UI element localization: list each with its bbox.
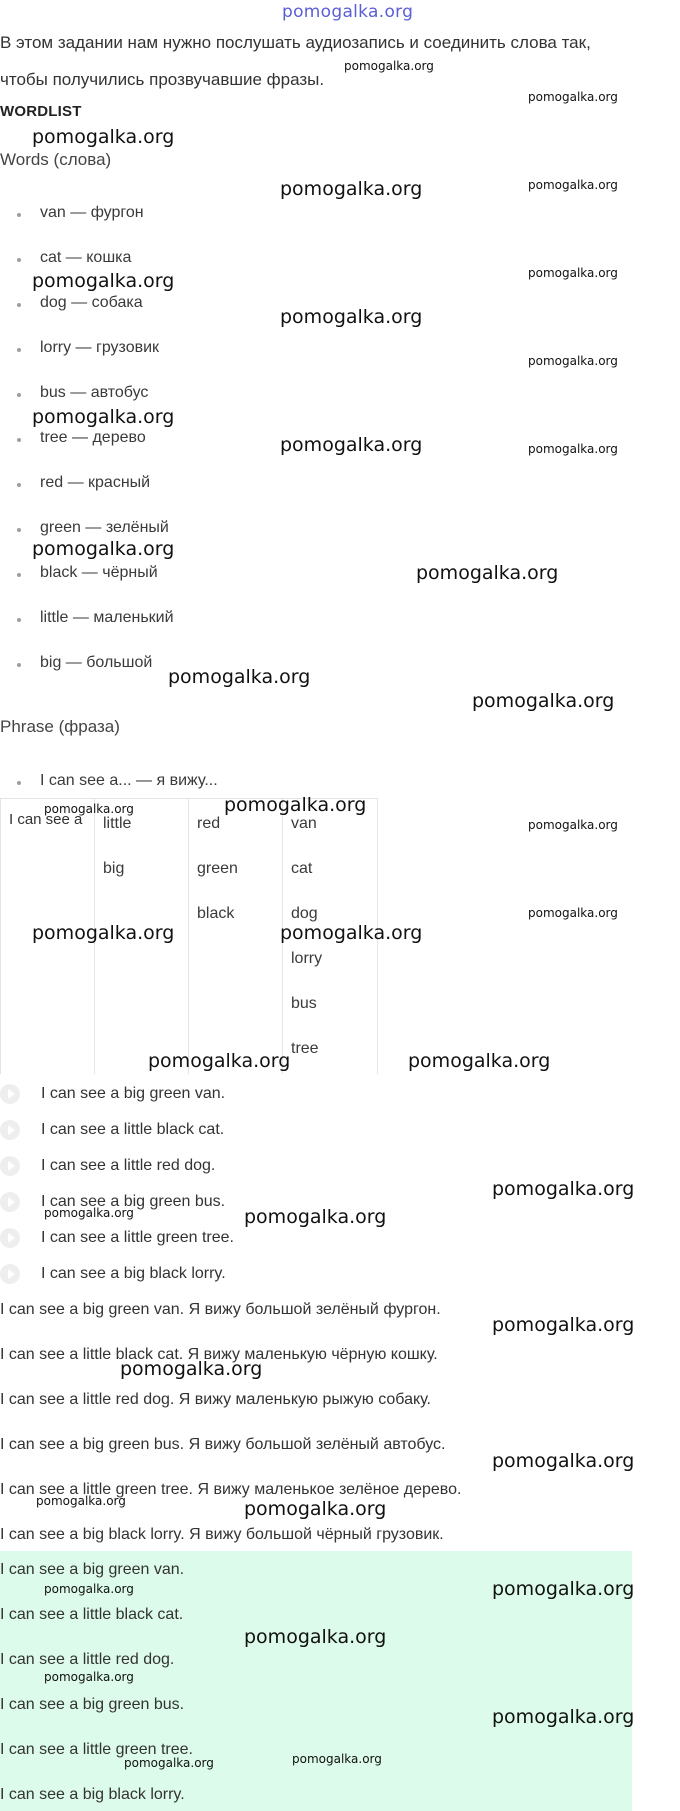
- audio-sentence: I can see a big green bus.: [41, 1193, 226, 1210]
- play-icon[interactable]: [0, 1228, 20, 1248]
- watermark: pomogalka.org: [472, 690, 615, 712]
- bullet-icon: [17, 573, 21, 577]
- translation-line: I can see a big black lorry. Я вижу большой чёрный грузовик.: [0, 1526, 444, 1543]
- watermark: pomogalka.org: [528, 354, 618, 368]
- watermark: pomogalka.org: [492, 1578, 635, 1600]
- translation-line: I can see a little red dog. Я вижу маленькую рыжую собаку.: [0, 1391, 431, 1408]
- table-cell: cat: [291, 860, 313, 877]
- answer-line: I can see a big black lorry.: [0, 1786, 185, 1803]
- watermark: pomogalka.org: [224, 794, 367, 816]
- watermark: pomogalka.org: [44, 1670, 134, 1684]
- list-item: lorry — грузовик: [40, 339, 160, 356]
- list-item: little — маленький: [40, 609, 174, 626]
- table-cell: tree: [291, 1040, 319, 1057]
- table-cell: dog: [291, 905, 318, 922]
- watermark: pomogalka.org: [36, 1494, 126, 1508]
- watermark: pomogalka.org: [32, 922, 175, 944]
- table-cell: green: [197, 860, 238, 877]
- play-icon[interactable]: [0, 1084, 20, 1104]
- watermark: pomogalka.org: [492, 1450, 635, 1472]
- table-cell: red: [197, 815, 221, 832]
- wordlist-heading: WORDLIST: [0, 103, 82, 120]
- list-item: black — чёрный: [40, 564, 158, 581]
- bullet-icon: [17, 781, 21, 785]
- bullet-icon: [17, 663, 21, 667]
- watermark: pomogalka.org: [120, 1358, 263, 1380]
- table-cell: bus: [291, 995, 317, 1012]
- watermark: pomogalka.org: [280, 306, 423, 328]
- phrase-heading: Phrase (фраза): [0, 717, 120, 736]
- list-item: tree — дерево: [40, 429, 146, 446]
- watermark: pomogalka.org: [44, 1582, 134, 1596]
- intro-line-2: чтобы получились прозвучавшие фразы.: [0, 70, 325, 89]
- play-icon[interactable]: [0, 1156, 20, 1176]
- watermark: pomogalka.org: [32, 126, 175, 148]
- watermark: pomogalka.org: [44, 802, 134, 816]
- translation-line: I can see a little black cat. Я вижу маленькую чёрную кошку.: [0, 1346, 438, 1363]
- audio-sentence: I can see a little black cat.: [41, 1121, 225, 1138]
- bullet-icon: [17, 528, 21, 532]
- watermark: pomogalka.org: [528, 906, 618, 920]
- list-item: red — красный: [40, 474, 151, 491]
- audio-sentence: I can see a big black lorry.: [41, 1265, 226, 1282]
- audio-sentence: I can see a little green tree.: [41, 1229, 234, 1246]
- watermark: pomogalka.org: [32, 270, 175, 292]
- watermark: pomogalka.org: [44, 1206, 134, 1220]
- play-icon[interactable]: [0, 1264, 20, 1284]
- site-logo[interactable]: pomogalka.org: [282, 2, 414, 22]
- list-item: green — зелёный: [40, 519, 169, 536]
- watermark: pomogalka.org: [148, 1050, 291, 1072]
- table-divider: [188, 798, 189, 1074]
- watermark: pomogalka.org: [244, 1498, 387, 1520]
- answer-line: I can see a little green tree.: [0, 1741, 193, 1758]
- watermark: pomogalka.org: [528, 90, 618, 104]
- intro-line-1: В этом задании нам нужно послушать аудиозапись и соединить слова так,: [0, 33, 591, 52]
- bullet-icon: [17, 303, 21, 307]
- words-heading: Words (слова): [0, 150, 112, 169]
- audio-sentence: I can see a little red dog.: [41, 1157, 216, 1174]
- bullet-icon: [17, 213, 21, 217]
- watermark: pomogalka.org: [244, 1626, 387, 1648]
- play-icon[interactable]: [0, 1192, 20, 1212]
- watermark: pomogalka.org: [280, 922, 423, 944]
- translation-line: I can see a little green tree. Я вижу маленькое зелёное дерево.: [0, 1481, 462, 1498]
- answer-line: I can see a big green van.: [0, 1561, 185, 1578]
- list-item: cat — кошка: [40, 249, 132, 266]
- watermark: pomogalka.org: [528, 818, 618, 832]
- watermark: pomogalka.org: [528, 442, 618, 456]
- list-item: big — большой: [40, 654, 153, 671]
- watermark: pomogalka.org: [408, 1050, 551, 1072]
- bullet-icon: [17, 393, 21, 397]
- table-cell: van: [291, 815, 317, 832]
- watermark: pomogalka.org: [492, 1178, 635, 1200]
- list-item: van — фургон: [40, 204, 144, 221]
- table-cell: big: [103, 860, 125, 877]
- list-item: dog — собака: [40, 294, 143, 311]
- translation-line: I can see a big green bus. Я вижу большой зелёный автобус.: [0, 1436, 446, 1453]
- list-item: bus — автобус: [40, 384, 149, 401]
- table-cell: black: [197, 905, 235, 922]
- answer-line: I can see a little red dog.: [0, 1651, 175, 1668]
- bullet-icon: [17, 483, 21, 487]
- table-divider: [0, 798, 1, 1074]
- table-cell: I can see a: [9, 811, 83, 828]
- watermark: pomogalka.org: [528, 178, 618, 192]
- answer-line: I can see a little black cat.: [0, 1606, 184, 1623]
- bullet-icon: [17, 618, 21, 622]
- watermark: pomogalka.org: [32, 538, 175, 560]
- watermark: pomogalka.org: [492, 1706, 635, 1728]
- bullet-icon: [17, 348, 21, 352]
- answer-line: I can see a big green bus.: [0, 1696, 185, 1713]
- watermark: pomogalka.org: [280, 434, 423, 456]
- watermark: pomogalka.org: [244, 1206, 387, 1228]
- translation-line: I can see a big green van. Я вижу большой зелёный фургон.: [0, 1301, 441, 1318]
- watermark: pomogalka.org: [280, 178, 423, 200]
- watermark: pomogalka.org: [168, 666, 311, 688]
- watermark: pomogalka.org: [492, 1314, 635, 1336]
- watermark: pomogalka.org: [32, 406, 175, 428]
- table-cell: little: [103, 815, 132, 832]
- watermark: pomogalka.org: [344, 59, 434, 73]
- bullet-icon: [17, 438, 21, 442]
- phrase-item: I can see a... — я вижу...: [40, 772, 218, 789]
- watermark: pomogalka.org: [416, 562, 559, 584]
- watermark: pomogalka.org: [292, 1752, 382, 1766]
- bullet-icon: [17, 258, 21, 262]
- audio-sentence: I can see a big green van.: [41, 1085, 226, 1102]
- watermark: pomogalka.org: [528, 266, 618, 280]
- play-icon[interactable]: [0, 1120, 20, 1140]
- watermark: pomogalka.org: [124, 1756, 214, 1770]
- table-cell: lorry: [291, 950, 323, 967]
